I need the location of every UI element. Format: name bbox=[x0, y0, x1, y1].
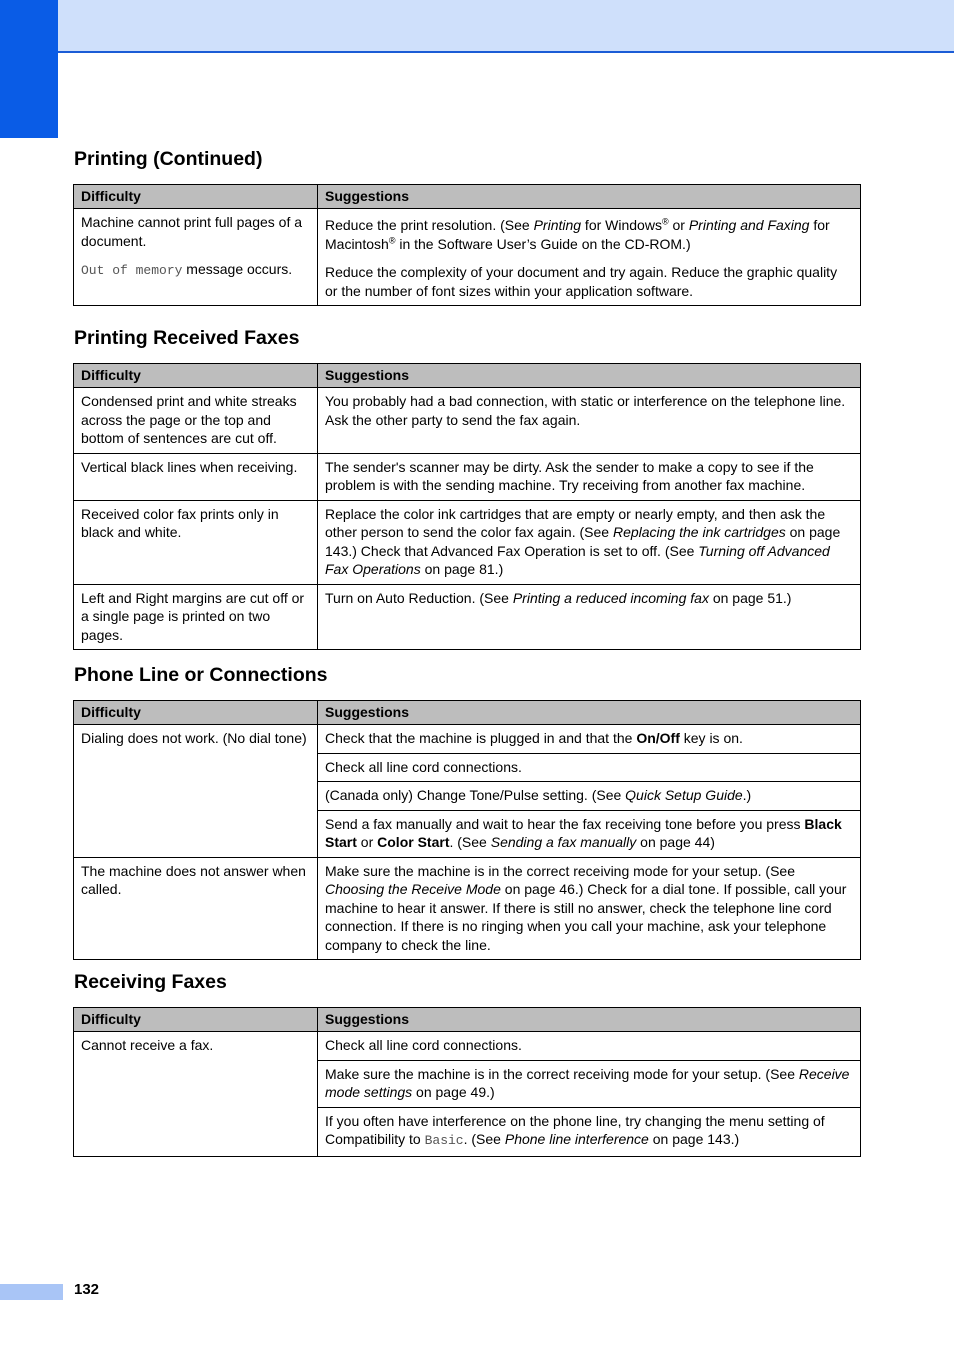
column-header-suggestions: Suggestions bbox=[318, 364, 861, 388]
suggestion-cell: Turn on Auto Reduction. (See Printing a reduced incoming fax on page 51.) bbox=[318, 584, 861, 650]
key-name: Color Start bbox=[377, 834, 450, 850]
table-row bbox=[74, 857, 861, 960]
troubleshooting-table bbox=[73, 363, 861, 650]
lcd-message: Basic bbox=[424, 1133, 464, 1148]
doc-reference: Printing a reduced incoming fax bbox=[512, 589, 709, 606]
table-header-row bbox=[74, 185, 861, 209]
doc-reference: Quick Setup Guide bbox=[625, 787, 743, 803]
difficulty-cell: Vertical black lines when receiving. bbox=[74, 453, 318, 500]
table-header-row bbox=[74, 364, 861, 388]
section-phone-line bbox=[73, 663, 861, 960]
column-header-difficulty: Difficulty bbox=[74, 364, 318, 388]
suggestion-cell: Make sure the machine is in the correct receiving mode for your setup. (See Choosing the Receive Mode on page 46.) Check for a dial tone. If possible, call your machine to hear it answer. If there is still no answer, check the telephone line cord connection. If there is no ringing when you call your machine, ask your telephone company to check the line. bbox=[318, 857, 861, 960]
section-title: Receiving Faxes bbox=[74, 971, 227, 993]
suggestion-cell: If you often have interference on the phone line, try changing the menu setting of Compatibility to Basic. (See Phone line interference on page 143.) bbox=[318, 1107, 861, 1156]
table-row bbox=[74, 388, 861, 454]
suggestion-cell: The sender's scanner may be dirty. Ask the sender to make a copy to see if the problem is with the sending machine. Try receiving from another fax machine. bbox=[318, 453, 861, 500]
difficulty-cell: Dialing does not work. (No dial tone) bbox=[74, 725, 318, 858]
section-title: Phone Line or Connections bbox=[74, 664, 328, 686]
footer-band bbox=[0, 1284, 63, 1300]
table-row bbox=[74, 584, 861, 650]
suggestion-cell: Check all line cord connections. bbox=[318, 753, 861, 782]
troubleshooting-table bbox=[73, 700, 861, 960]
table-row bbox=[74, 1032, 861, 1061]
troubleshooting-table bbox=[73, 1007, 861, 1157]
column-header-suggestions: Suggestions bbox=[318, 701, 861, 725]
doc-reference: Replacing the ink cartridges bbox=[612, 524, 786, 540]
doc-reference: Receive mode settings bbox=[325, 1065, 850, 1100]
table-row bbox=[74, 453, 861, 500]
suggestion-cell: Send a fax manually and wait to hear the fax receiving tone before you press Black Start or Color Start. (See Sending a fax manually on page 44) bbox=[318, 810, 861, 857]
column-header-difficulty: Difficulty bbox=[74, 185, 318, 209]
suggestion-cell: Replace the color ink cartridges that are empty or nearly empty, and then ask the other person to send the color fax again. (See Replacing the ink cartridges on page 143.) Check that Advanced Fax Operation is set to off. (See Turning off Advanced Fax Operations on page 81.) bbox=[318, 500, 861, 584]
difficulty-cell: Condensed print and white streaks across the page or the top and bottom of sentences are cut off. bbox=[74, 388, 318, 454]
table-header-row bbox=[74, 1008, 861, 1032]
table-row bbox=[74, 500, 861, 584]
section-title: Printing Received Faxes bbox=[74, 327, 300, 349]
key-name: On/Off bbox=[636, 730, 680, 746]
section-title: Printing (Continued) bbox=[74, 148, 263, 170]
column-header-suggestions: Suggestions bbox=[318, 1008, 861, 1032]
difficulty-cell: Cannot receive a fax. bbox=[74, 1032, 318, 1157]
column-header-difficulty: Difficulty bbox=[74, 1008, 318, 1032]
doc-reference: Printing bbox=[533, 217, 582, 233]
chapter-tab bbox=[0, 0, 58, 138]
section-printing-received-faxes bbox=[73, 326, 861, 650]
suggestion-cell: You probably had a bad connection, with static or interference on the telephone line. Ask the other party to send the fax again. bbox=[318, 388, 861, 454]
doc-reference: Phone line interference bbox=[504, 1131, 649, 1147]
section-printing-continued bbox=[73, 147, 861, 306]
difficulty-cell: Machine cannot print full pages of a document. Out of memory message occurs. bbox=[74, 209, 318, 306]
difficulty-cell: Left and Right margins are cut off or a single page is printed on two pages. bbox=[74, 584, 318, 650]
suggestion-cell: Check that the machine is plugged in and that the On/Off key is on. bbox=[318, 725, 861, 754]
doc-reference: Choosing the Receive Mode bbox=[325, 881, 501, 897]
page-number: 132 bbox=[74, 1281, 100, 1298]
table-header-row bbox=[74, 701, 861, 725]
header-band bbox=[0, 0, 954, 53]
difficulty-cell: Received color fax prints only in black and white. bbox=[74, 500, 318, 584]
suggestion-cell: Check all line cord connections. bbox=[318, 1032, 861, 1061]
column-header-difficulty: Difficulty bbox=[74, 701, 318, 725]
suggestion-cell: Reduce the print resolution. (See Printing for Windows® or Printing and Faxing for Macintosh® in the Software User’s Guide on the CD-ROM.) Reduce the complexity of your document and try again. Reduce the graphic quality or the number of font sizes within your application software. bbox=[318, 209, 861, 306]
table-row bbox=[74, 209, 861, 306]
doc-reference: Turning off Advanced Fax Operations bbox=[325, 542, 830, 577]
column-header-suggestions: Suggestions bbox=[318, 185, 861, 209]
suggestion-cell: (Canada only) Change Tone/Pulse setting. (See Quick Setup Guide.) bbox=[318, 782, 861, 811]
lcd-message: Out of memory bbox=[81, 263, 183, 278]
doc-reference: Sending a fax manually bbox=[490, 834, 637, 850]
difficulty-cell: The machine does not answer when called. bbox=[74, 857, 318, 960]
key-name: Black Start bbox=[325, 815, 842, 850]
suggestion-cell: Make sure the machine is in the correct receiving mode for your setup. (See Receive mode settings on page 49.) bbox=[318, 1060, 861, 1107]
troubleshooting-table bbox=[73, 184, 861, 306]
table-row bbox=[74, 725, 861, 754]
doc-reference: Printing and Faxing bbox=[688, 217, 810, 233]
section-receiving-faxes bbox=[73, 970, 861, 1157]
